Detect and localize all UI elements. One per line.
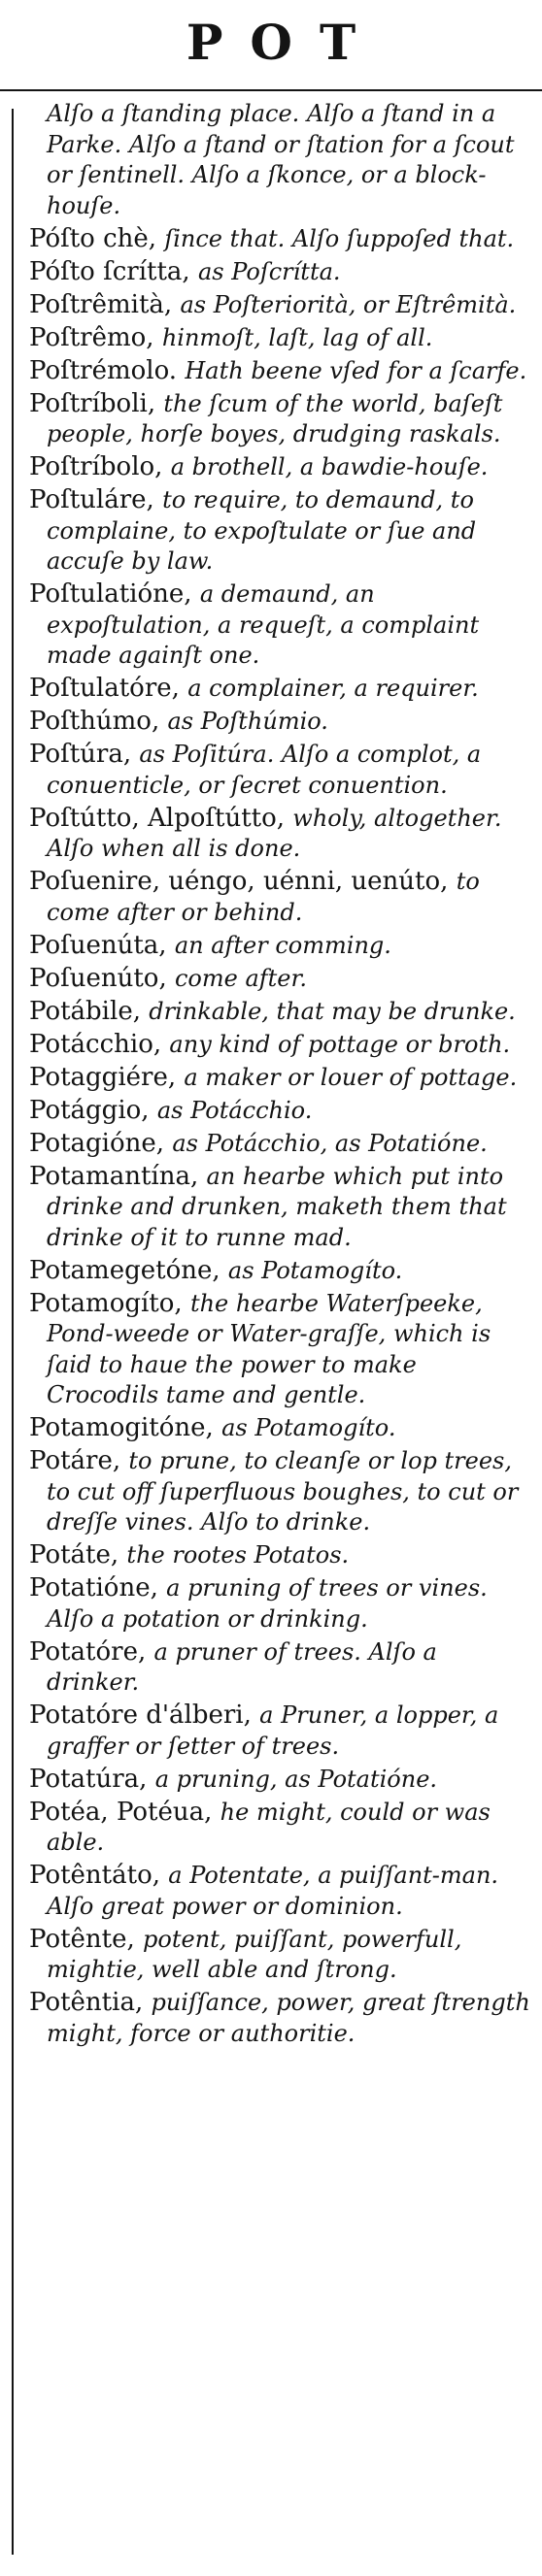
entry-headword: Póſto chè, <box>29 223 165 253</box>
dictionary-entry <box>29 99 534 221</box>
entry-definition: ſince that. Alſo ſuppoſed that. <box>164 224 515 252</box>
entry-headword: Poſtrêmità, <box>29 289 181 319</box>
dictionary-entry <box>29 740 534 801</box>
entry-definition: as Potamogíto. <box>221 1414 396 1441</box>
dictionary-entry <box>29 1701 534 1762</box>
dictionary-entry <box>29 1413 534 1444</box>
dictionary-entry <box>29 1129 534 1160</box>
entry-headword: Potatúra, <box>29 1764 155 1794</box>
dictionary-entry <box>29 356 534 387</box>
dictionary-entry <box>29 389 534 450</box>
entry-definition: a Potentate, a puiſſant-man. Alſo great power or dominion. <box>47 1862 499 1920</box>
entry-definition: drinkable, that may be drunke. <box>149 997 516 1025</box>
dictionary-entry <box>29 224 534 255</box>
entry-headword: Potêntáto, <box>29 1861 169 1890</box>
entry-headword: Potênte, <box>29 1924 144 1954</box>
entry-headword: Potamantína, <box>29 1161 207 1191</box>
entry-definition: potent, puiſſant, powerfull, mightie, well able and ſtrong. <box>47 1925 462 1983</box>
entry-definition: as Potamogíto. <box>227 1256 403 1284</box>
entry-list <box>29 99 534 2052</box>
entry-definition: he might, could or was able. <box>47 1798 491 1856</box>
column-rule <box>12 109 14 2555</box>
dictionary-entry <box>29 1798 534 1859</box>
dictionary-entry <box>29 997 534 1028</box>
entry-headword: Potaggiére, <box>29 1062 185 1092</box>
entry-headword: Potamogíto, <box>29 1288 190 1318</box>
entry-definition: the hearbe Waterſpeeke, Pond-weede or Water-graſſe, which is ſaid to haue the power to make Crocodils tame and gentle. <box>47 1289 491 1408</box>
entry-definition: as Poſcrítta. <box>197 257 341 285</box>
entry-definition: a pruning, as Potatióne. <box>154 1765 438 1793</box>
dictionary-entry <box>29 867 534 928</box>
entry-headword: Poſuenúta, <box>29 930 175 960</box>
entry-definition: an hearbe which put into drinke and drunken, maketh them that drinke of it to runne mad. <box>47 1162 507 1251</box>
dictionary-entry <box>29 1988 534 2049</box>
entry-headword: Potamegetóne, <box>29 1255 228 1285</box>
dictionary-entry <box>29 1765 534 1796</box>
entry-headword: Poſtúra, <box>29 740 140 769</box>
page-header <box>0 0 542 83</box>
dictionary-entry <box>29 1925 534 1986</box>
entry-headword: Potáte, <box>29 1540 127 1569</box>
entry-definition: as Poſthúmio. <box>167 708 328 735</box>
dictionary-entry <box>29 290 534 321</box>
dictionary-entry <box>29 964 534 995</box>
dictionary-entry <box>29 1256 534 1287</box>
dictionary-entry <box>29 485 534 578</box>
entry-definition: to prune, to cleanſe or lop trees, to cut off ſuperfluous boughes, to cut or dreſſe vines. Alſo to drinke. <box>47 1447 519 1536</box>
entry-headword: Poſtrémolo. <box>29 355 186 385</box>
entry-headword: Potatóre d'álberi, <box>29 1701 260 1730</box>
dictionary-entry <box>29 1637 534 1699</box>
entry-definition: as Potácchio. <box>156 1096 313 1124</box>
entry-definition: to come after or behind. <box>47 868 480 926</box>
entry-definition: the ſcum of the world, baſeſt people, horſe boyes, drudging raskals. <box>47 389 503 447</box>
dictionary-entry <box>29 931 534 962</box>
entry-headword: Potamogitóne, <box>29 1413 222 1442</box>
entry-headword: Potêntia, <box>29 1988 152 2017</box>
entry-definition: as Poſitúra. Alſo a complot, a conuenticle, or ſecret conuention. <box>47 741 482 799</box>
dictionary-entry <box>29 674 534 705</box>
dictionary-entry <box>29 1861 534 1922</box>
header-rule <box>0 89 542 91</box>
entry-definition: the rootes Potatos. <box>126 1541 350 1569</box>
dictionary-entry <box>29 804 534 865</box>
entry-headword: Poſtrêmo, <box>29 322 162 352</box>
entry-headword: Poſtútto, Alpoſtútto, <box>29 803 293 833</box>
entry-definition: a maker or louer of pottage. <box>184 1063 518 1091</box>
dictionary-entry <box>29 579 534 672</box>
dictionary-entry <box>29 1162 534 1254</box>
dictionary-entry <box>29 1096 534 1127</box>
dictionary-entry <box>29 1030 534 1061</box>
entry-definition: Hath beene vſed for a ſcarfe. <box>185 356 527 384</box>
entry-headword: Poſtríboli, <box>29 388 164 418</box>
entry-headword: Poſtríbolo, <box>29 452 171 481</box>
entry-definition: any kind of pottage or broth. <box>169 1030 511 1058</box>
entry-headword: Poſtuláre, <box>29 485 163 514</box>
entry-definition: an after comming. <box>174 931 391 959</box>
entry-headword: Poſtulatióne, <box>29 579 200 609</box>
entry-headword: Potatióne, <box>29 1573 167 1602</box>
entry-definition: wholy, altogether. Alſo when all is done. <box>47 804 502 862</box>
entry-headword: Potatóre, <box>29 1636 154 1667</box>
dictionary-entry <box>29 707 534 738</box>
entry-headword: Potáre, <box>29 1446 129 1475</box>
dictionary-entry <box>29 452 534 483</box>
entry-definition: puiſſance, power, great ſtrength might, force or authoritie. <box>47 1989 530 2047</box>
entry-definition: a Pruner, a lopper, a graffer or ſetter of trees. <box>47 1701 499 1760</box>
dictionary-entry <box>29 1063 534 1094</box>
entry-headword: Poſuenire, uéngo, uénni, uenúto, <box>29 867 457 896</box>
entry-headword: Potággio, <box>29 1095 157 1125</box>
entry-definition: hinmoſt, laſt, lag of all. <box>161 323 433 351</box>
running-head: POT <box>186 13 384 71</box>
dictionary-entry <box>29 257 534 288</box>
entry-definition: a complainer, a requirer. <box>187 675 479 702</box>
entry-definition: a pruning of trees or vines. Alſo a potation or drinking. <box>47 1574 488 1633</box>
entry-definition: as Potácchio, as Potatióne. <box>172 1129 488 1157</box>
entry-definition: a pruner of trees. Alſo a drinker. <box>47 1637 437 1696</box>
entry-definition: a brothell, a bawdie-houſe. <box>170 453 489 480</box>
dictionary-entry <box>29 1289 534 1411</box>
entry-definition: come after. <box>174 964 307 992</box>
entry-definition: a demaund, an expoſtulation, a requeſt, a complaint made againſt one. <box>47 580 480 669</box>
entry-headword: Poſtulatóre, <box>29 674 188 703</box>
entry-headword: Poſuenúto, <box>29 963 175 993</box>
dictionary-entry <box>29 1446 534 1538</box>
entry-definition: to require, to demaund, to complaine, to expoſtulate or ſue and accuſe by law. <box>47 486 477 575</box>
entry-headword: Póſto ſcrítta, <box>29 256 198 286</box>
entry-headword: Potagióne, <box>29 1128 173 1158</box>
entry-headword: Potábile, <box>29 996 150 1026</box>
entry-headword: Potéa, Potéua, <box>29 1797 220 1827</box>
dictionary-entry <box>29 1573 534 1635</box>
dictionary-entry <box>29 323 534 354</box>
entry-headword: Potácchio, <box>29 1029 170 1059</box>
dictionary-entry <box>29 1540 534 1571</box>
entry-definition: Alſo a ſtanding place. Alſo a ſtand in a Parke. Alſo a ſtand or ſtation for a ſcout or ſentinell. Alſo a ſkonce, or a block-houſe. <box>47 100 515 219</box>
entry-headword: Poſthúmo, <box>29 707 168 736</box>
entry-definition: as Poſteriorità, or Eſtrêmità. <box>180 290 517 318</box>
